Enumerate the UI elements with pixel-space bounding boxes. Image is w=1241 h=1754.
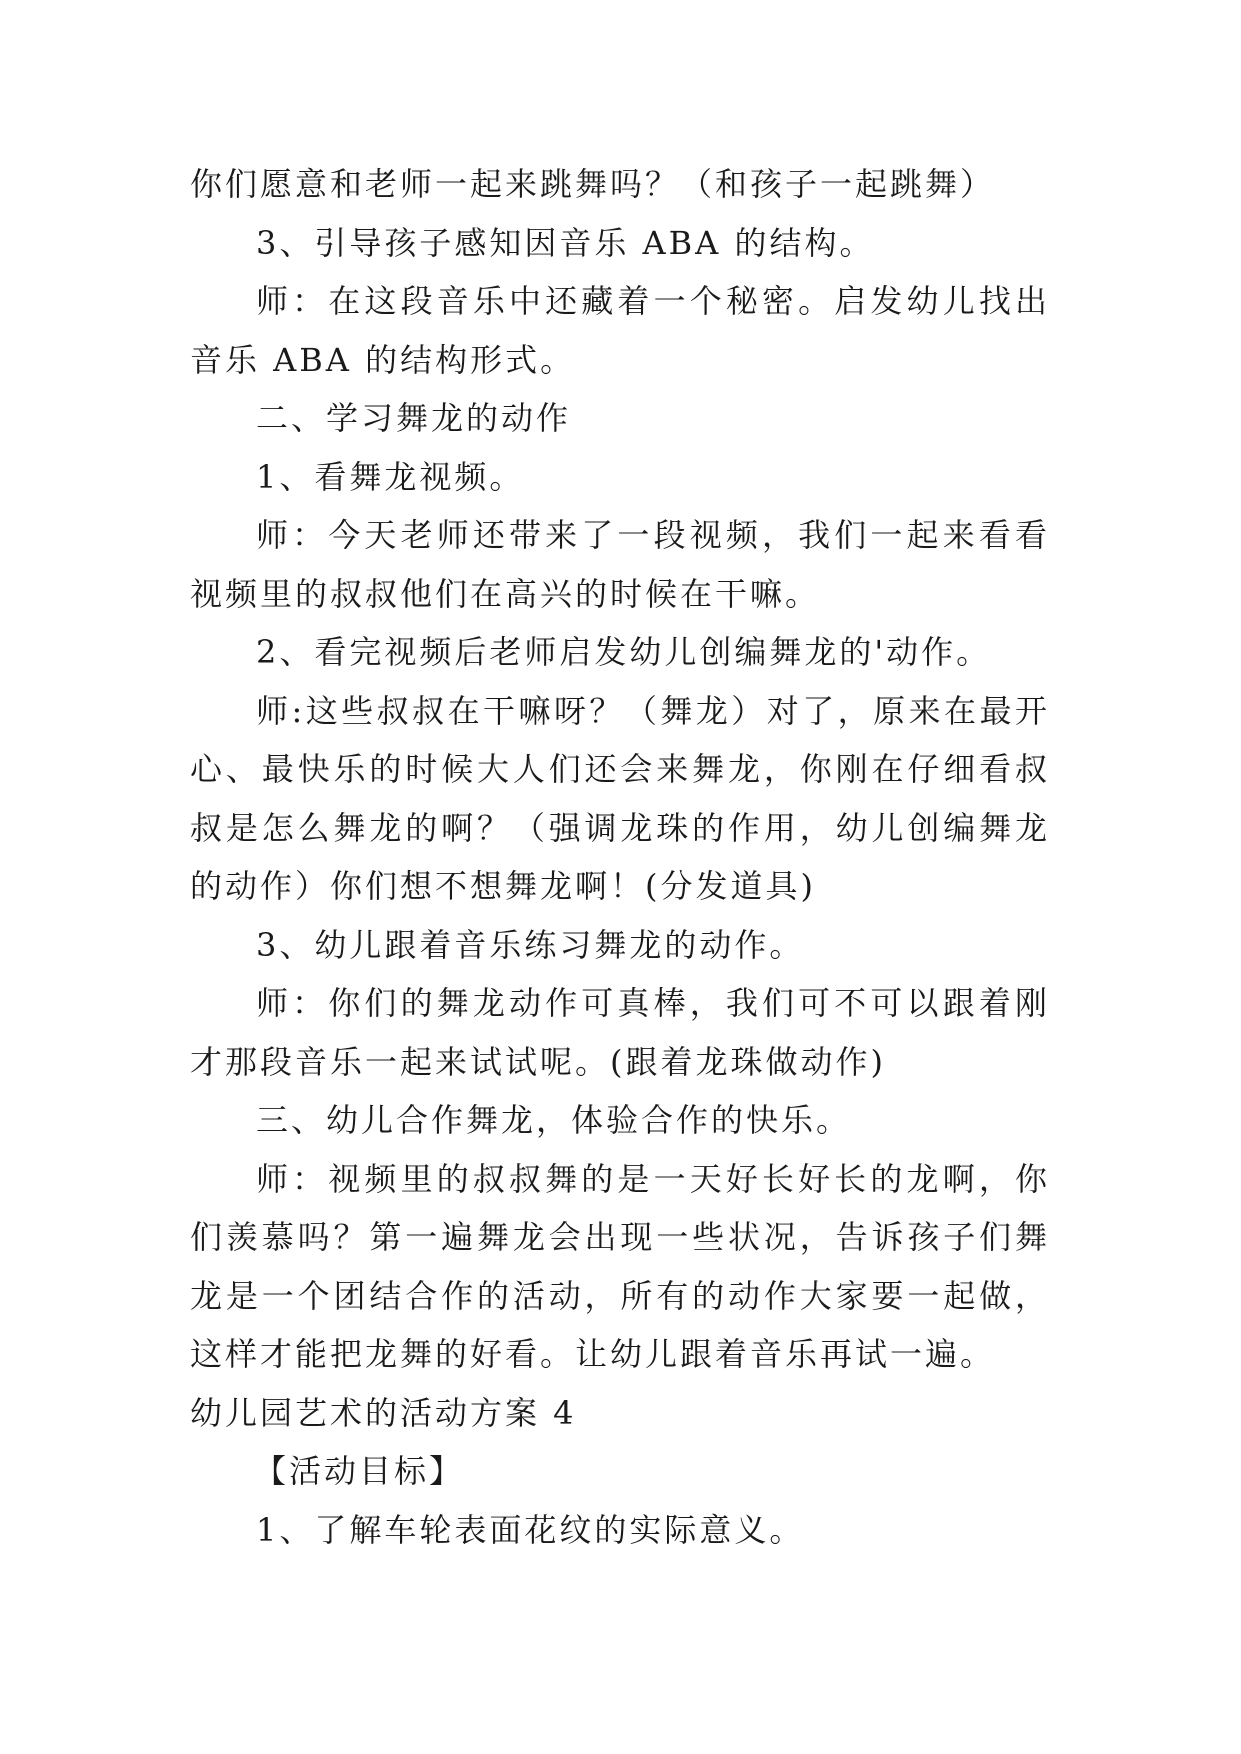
- paragraph-step-3-practice: 3、幼儿跟着音乐练习舞龙的动作。: [256, 925, 805, 964]
- paragraph-teacher-long-dragon: 师：视频里的叔叔舞的是一天好长好长的龙啊，你们羡慕吗？第一遍舞龙会出现一些状况，告诉孩子们舞龙是一个团结合作的活动，所有的动作大家要一起做，这样才能把龙舞的好看。让幼儿跟着音乐再试一遍。: [190, 1159, 1050, 1373]
- section-heading-activity-goals: 【活动目标】: [254, 1452, 465, 1490]
- paragraph-teacher-practice: 师：你们的舞龙动作可真棒，我们可不可以跟着刚才那段音乐一起来试试呢。(跟着龙珠做动作): [190, 984, 1050, 1081]
- paragraph-teacher-secret: 师：在这段音乐中还藏着一个秘密。启发幼儿找出音乐 ABA 的结构形式。: [190, 282, 1050, 379]
- paragraph-step-2-create: 2、看完视频后老师启发幼儿创编舞龙的'动作。: [256, 633, 992, 671]
- paragraph-teacher-video: 师：今天老师还带来了一段视频，我们一起来看看视频里的叔叔他们在高兴的时候在干嘛。: [190, 516, 1050, 613]
- paragraph-step-3-aba: 3、引导孩子感知因音乐 ABA 的结构。: [256, 223, 875, 262]
- document-title-plan-4: 幼儿园艺术的活动方案 4: [190, 1393, 577, 1432]
- section-heading-learn-dragon-dance: 二、学习舞龙的动作: [256, 399, 572, 437]
- section-heading-cooperation: 三、幼儿合作舞龙，体验合作的快乐。: [256, 1101, 852, 1139]
- paragraph-step-1-video: 1、看舞龙视频。: [256, 457, 525, 496]
- paragraph-teacher-dragon: 师:这些叔叔在干嘛呀？（舞龙）对了，原来在最开心、最快乐的时候大人们还会来舞龙，你刚在仔细看叔叔是怎么舞龙的啊？（强调龙珠的作用，幼儿创编舞龙的动作）你们想不想舞龙啊！(分发道具): [190, 691, 1050, 905]
- paragraph-goal-1: 1、了解车轮表面花纹的实际意义。: [256, 1510, 805, 1549]
- document-body: [190, 155, 1050, 1559]
- paragraph-dance-together: 你们愿意和老师一起来跳舞吗？（和孩子一起跳舞）: [190, 165, 996, 203]
